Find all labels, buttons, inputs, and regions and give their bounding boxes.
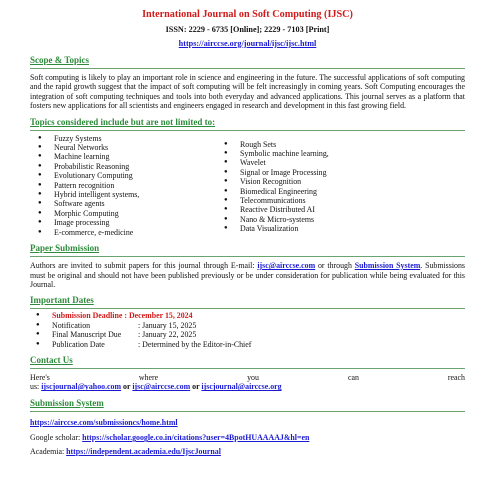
submission-heading: Submission System	[30, 397, 104, 408]
topics-left-column	[32, 134, 210, 237]
date-value: : Determined by the Editor-in-Chief	[138, 339, 252, 349]
topic-item: ● Evolutionary Computing	[32, 171, 210, 180]
submission-system-link[interactable]: Submission System	[354, 261, 421, 271]
topic-item: ● Symbolic machine learning,	[218, 149, 329, 158]
scope-divider	[30, 68, 465, 69]
topic-item: ● Nano & Micro-systems	[218, 215, 329, 224]
topic-item: ● Rough Sets	[218, 140, 329, 149]
date-value: : January 22, 2025	[138, 330, 197, 340]
contact-word: you	[247, 372, 259, 382]
topic-item: ● Telecommunications	[218, 196, 329, 205]
academia-line	[30, 447, 465, 456]
contact-word: can	[347, 372, 359, 382]
topic-item: ● Biomedical Engineering	[218, 187, 329, 196]
contact-or: or	[121, 382, 133, 392]
contact-intro	[30, 373, 465, 382]
topic-item: ● Probabilistic Reasoning	[32, 162, 210, 171]
submission-divider	[30, 411, 465, 412]
topic-item: ● Machine learning	[32, 152, 210, 161]
paper-email-link[interactable]: ijsc@airccse.com	[257, 261, 316, 271]
paper-text-part3: . Submissions must be original and should not have been published previously or be under consideration for publication while being evaluated for this Journal.	[30, 261, 465, 289]
scholar-label: Google scholar:	[30, 433, 83, 443]
contact-email-yahoo-link[interactable]: ijscjournal@yahoo.com	[41, 382, 122, 392]
scope-text: Soft computing is likely to play an important role in science and engineering in the future. The successful applications of soft computing and the rapid growth suggest that the impact of soft computing will be felt increasingly in coming years. Soft Computing encourages the integration of soft computing techniques and tools into both everyday and advanced applications. This journal serves as a platform that fosters new applications for all scientists and engineers engaged in research and development in this fast growing field.	[30, 73, 465, 111]
topic-item: ● Neural Networks	[32, 143, 210, 152]
deadline-text: Submission Deadline : December 15, 2024	[52, 311, 193, 321]
submission-url-link[interactable]: https://airccse.com/submissioncs/home.html	[30, 417, 178, 427]
journal-title: International Journal on Soft Computing (IJSC)	[142, 9, 353, 20]
contact-emails	[30, 382, 465, 391]
topic-item: ● Signal or Image Processing	[218, 168, 329, 177]
topics-list	[30, 134, 465, 237]
topic-item: ● Wavelet	[218, 158, 329, 167]
topic-item: ● Image processing	[32, 218, 210, 227]
contact-us-label: us:	[30, 382, 42, 392]
contact-email-airccse-org-link[interactable]: ijscjournal@airccse.org	[201, 382, 282, 392]
topics-heading: Topics considered include but are not limited to:	[30, 116, 216, 127]
topic-item: ● Reactive Distributed AI	[218, 205, 329, 214]
contact-word: where	[138, 372, 159, 382]
date-item	[30, 340, 465, 349]
issn-line: ISSN: 2229 - 6735 [Online]; 2229 - 7103 [Print]	[165, 25, 330, 34]
topic-item: ● Fuzzy Systems	[32, 134, 210, 143]
topics-divider	[30, 130, 465, 131]
topic-item: ● Data Visualization	[218, 224, 329, 233]
paper-text-part1: Authors are invited to submit papers for this journal through E-mail:	[30, 261, 258, 271]
topics-right-column	[218, 140, 329, 237]
contact-word: Here's	[30, 372, 50, 382]
topic-item: ● Pattern recognition	[32, 181, 210, 190]
topic-item: ● Hybrid intelligent systems,	[32, 190, 210, 199]
date-item-deadline	[30, 311, 465, 320]
contact-email-airccse-com-link[interactable]: ijsc@airccse.com	[132, 382, 191, 392]
contact-or: or	[190, 382, 202, 392]
date-label: Final Manuscript Due	[52, 330, 122, 340]
contact-word: reach	[447, 372, 465, 382]
journal-url-link[interactable]: https://airccse.org/journal/ijsc/ijsc.html	[178, 39, 317, 48]
dates-list	[30, 311, 465, 349]
scope-heading: Scope & Topics	[30, 55, 90, 65]
paper-text	[30, 261, 465, 289]
topic-item: ● E-commerce, e-medicine	[32, 228, 210, 237]
scholar-line	[30, 433, 465, 442]
scholar-link[interactable]: https://scholar.google.co.in/citations?user=4BpotHUAAAAJ&hl=en	[82, 433, 310, 443]
contact-divider	[30, 368, 465, 369]
dates-heading: Important Dates	[30, 295, 94, 306]
date-label: Notification	[52, 320, 91, 330]
paper-text-part2: or through	[315, 261, 355, 271]
contact-heading: Contact Us	[30, 354, 73, 365]
topic-item: ● Morphic Computing	[32, 209, 210, 218]
paper-divider	[30, 256, 465, 257]
dates-divider	[30, 308, 465, 309]
date-value: : January 15, 2025	[138, 320, 197, 330]
date-item	[30, 330, 465, 339]
paper-heading: Paper Submission	[30, 243, 100, 254]
date-item	[30, 321, 465, 330]
date-label: Publication Date	[52, 339, 105, 349]
academia-link[interactable]: https://independent.academia.edu/IjscJournal	[66, 446, 221, 456]
topic-item: ● Software agents	[32, 199, 210, 208]
academia-label: Academia:	[30, 446, 67, 456]
topic-item: ● Vision Recognition	[218, 177, 329, 186]
